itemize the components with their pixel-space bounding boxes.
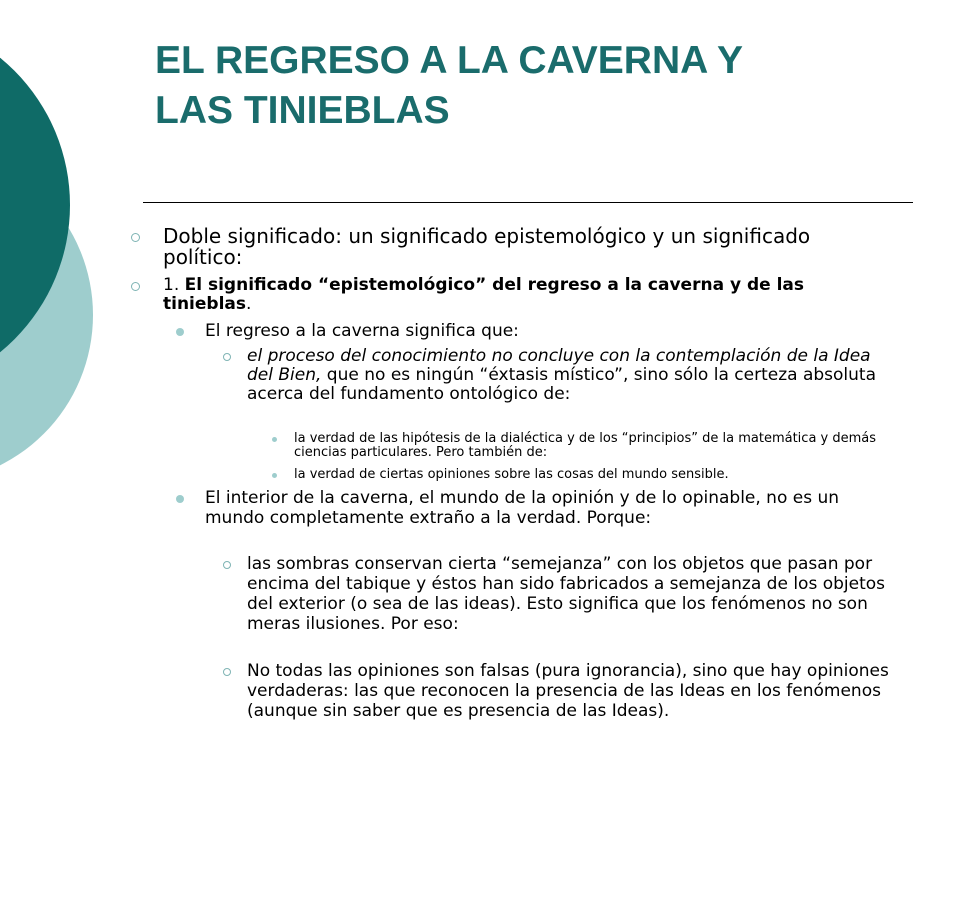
bullet-text: la verdad de las hipótesis de la dialéctica y de los “principios” de la matemática y demás ciencias particulares. Pero también de: bbox=[294, 431, 877, 460]
dot-bullet-icon bbox=[272, 473, 277, 478]
bullet-text: El interior de la caverna, el mundo de la opinión y de lo opinable, no es un mundo completamente extraño a la verdad. Porque: bbox=[205, 488, 840, 528]
bullet-text: la verdad de ciertas opiniones sobre las cosas del mundo sensible. bbox=[294, 467, 729, 482]
dot-bullet-icon bbox=[176, 495, 184, 503]
bullet-text bbox=[163, 276, 893, 314]
bullet-text: El regreso a la caverna significa que: bbox=[205, 321, 519, 341]
ring-bullet-icon bbox=[223, 668, 231, 676]
ring-bullet-icon bbox=[131, 233, 140, 242]
ring-bullet-icon bbox=[223, 353, 231, 361]
bullet-italic-text: el proceso del conocimiento no concluye con la contemplación de la Idea del Bien, bbox=[247, 346, 871, 385]
bullet-text: Doble significado: un significado epistemológico y un significado político: bbox=[163, 224, 811, 269]
bullet-text bbox=[247, 347, 897, 404]
dot-bullet-icon bbox=[272, 437, 277, 442]
bullet-prefix: 1. bbox=[163, 275, 185, 295]
ring-bullet-icon bbox=[131, 282, 140, 291]
bullet-suffix: . bbox=[246, 294, 252, 314]
bullet-bold-text: El significado “epistemológico” del regreso a la caverna y de las tinieblas bbox=[163, 275, 804, 314]
bullet-rest-text: que no es ningún “éxtasis místico”, sino sólo la certeza absoluta acerca del fundamento ontológico de: bbox=[247, 365, 876, 404]
title-line-1: EL REGRESO A LA CAVERNA Y bbox=[155, 39, 743, 82]
bullet-text: las sombras conservan cierta “semejanza” con los objetos que pasan por encima del tabique y éstos han sido fabricados a semejanza de los objetos del exterior (o sea de las ideas). Esto significa que los fenómenos no son meras ilusiones. Por eso: bbox=[247, 554, 886, 634]
bullet-text: No todas las opiniones son falsas (pura ignorancia), sino que hay opiniones verdaderas: las que reconocen la presencia de las Ideas en los fenómenos (aunque sin saber que es presencia de las Ideas). bbox=[247, 661, 889, 721]
title-line-2: LAS TINIEBLAS bbox=[155, 89, 450, 132]
ring-bullet-icon bbox=[223, 561, 231, 569]
dot-bullet-icon bbox=[176, 328, 184, 336]
